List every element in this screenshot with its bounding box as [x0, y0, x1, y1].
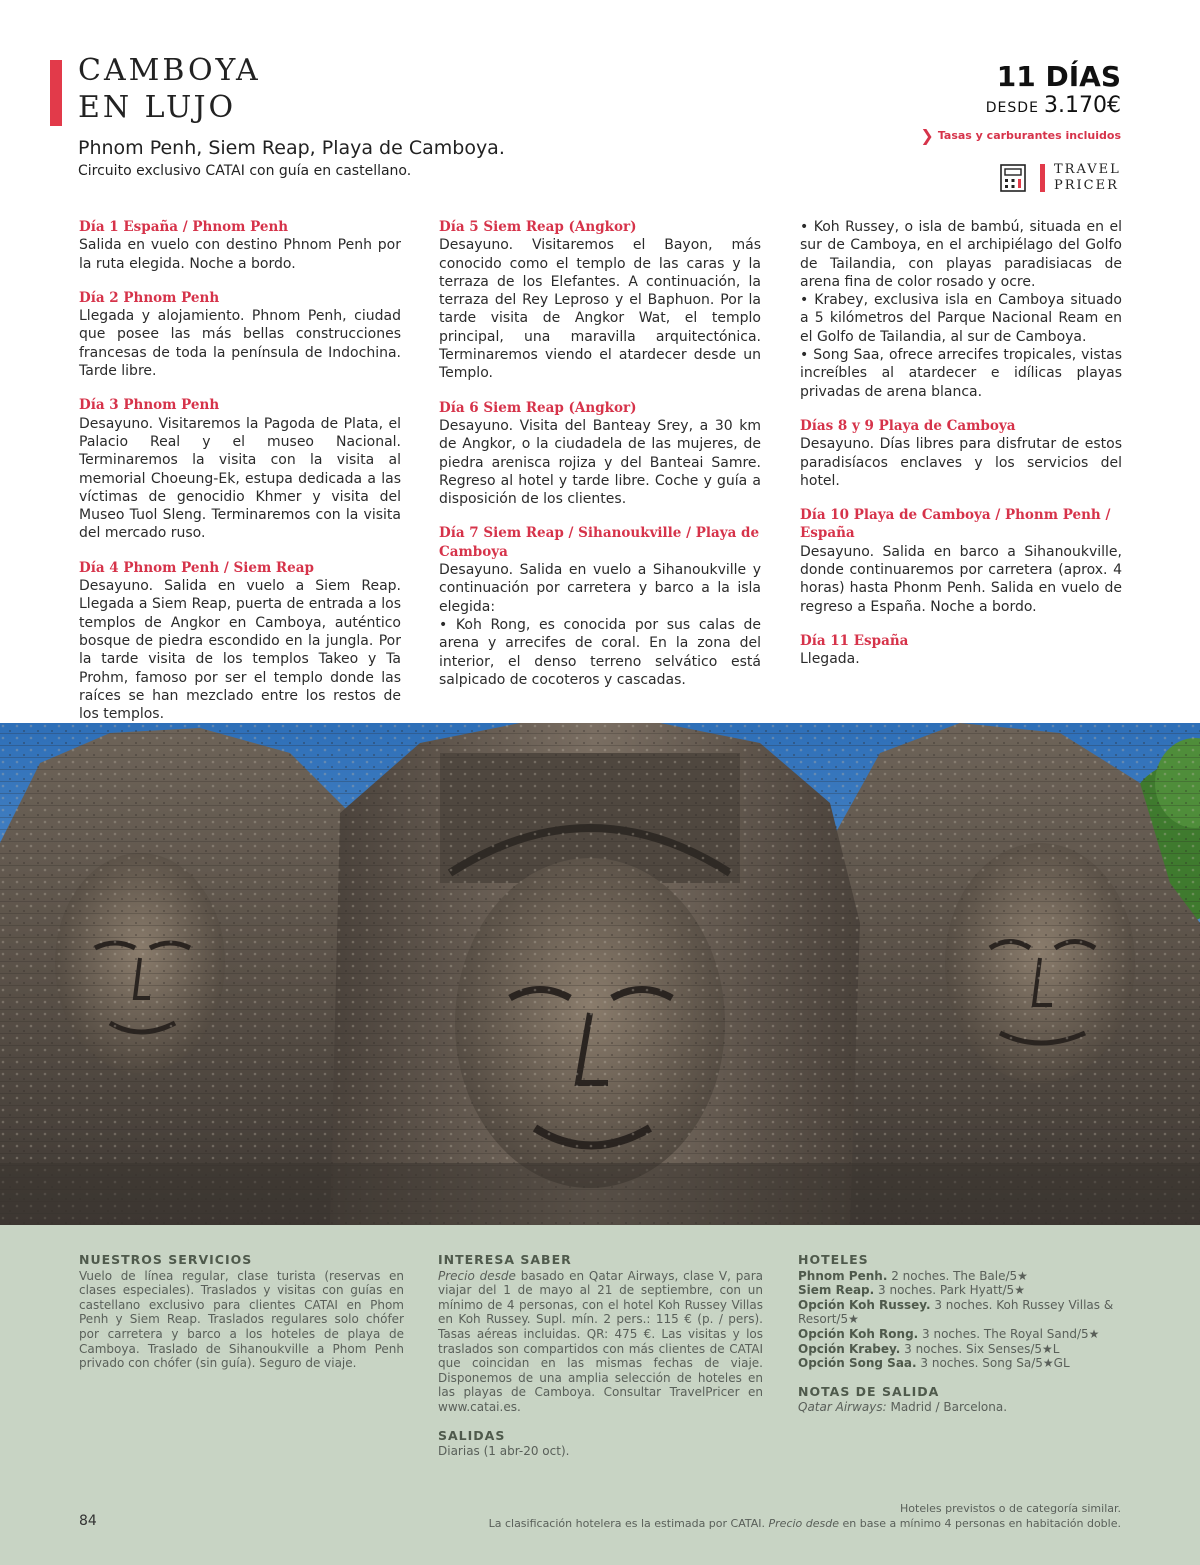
day-title: Día 5 Siem Reap (Angkor): [439, 219, 637, 235]
hotel-detail: 3 noches. Koh Russey Villas & Resort/5★: [798, 1297, 1114, 1327]
itinerary-column-2: [439, 218, 761, 705]
title-line-1: CAMBOYA: [78, 53, 261, 88]
itinerary-day: [439, 218, 761, 383]
itinerary-column-1: [79, 218, 401, 739]
itinerary-day: [79, 559, 401, 724]
travelpricer-accent-bar: [1040, 164, 1045, 192]
title-line-2: EN LUJO: [78, 90, 237, 125]
hotel-item: [798, 1327, 1123, 1342]
departures-heading: SALIDAS: [438, 1427, 506, 1443]
hotel-detail: 2 noches. The Bale/5★: [887, 1268, 1028, 1283]
footnote: [489, 1501, 1121, 1531]
services-column: [79, 1253, 404, 1371]
departure-notes-block: [798, 1385, 1123, 1415]
day-title: Día 7 Siem Reap / Sihanoukville / Playa de Camboya: [439, 525, 760, 560]
footnote-line-1: Hoteles previstos o de categoría similar.: [900, 1502, 1121, 1515]
day-text: Desayuno. Salida en barco a Sihanoukville, donde continuaremos por carretera (aprox. 4 horas) hasta Phonm Penh. Salida en vuelo de regreso a España. Noche a bordo.: [800, 543, 1122, 615]
title-accent-bar: [50, 60, 62, 126]
island-option: • Krabey, exclusiva isla en Camboya situado a 5 kilómetros del Parque Nacional Ream en el Golfo de Tailandia, al sur de Camboya.: [800, 292, 1122, 345]
travelpricer-logo: [1054, 162, 1121, 194]
day-title: Día 4 Phnom Penh / Siem Reap: [79, 559, 314, 576]
services-text: Vuelo de línea regular, clase turista (reservas en clases especiales). Traslados y visitas con guías en castellano exclusivo para clientes CATAI en Phom Penh y Siem Reap. Traslados regulares solo chófer por carretera y barco a los hoteles de playa de Camboya. Traslado de Sihanoukville a Phom Penh privado con chófer (sin guía). Seguro de viaje.: [79, 1268, 404, 1371]
good-to-know-body: basado en Qatar Airways, clase V, para viajar del 1 de mayo al 21 de septiembre, con un mínimo de 4 personas, con el hotel Koh Russey Villas en Koh Russey. Supl. mín. 2 pers.: 115 € (p. / pers). Tasas aéreas incluidas. QR: 475 €. Las visitas y los traslados son compartidos con más clientes de CATAI que coincidan en las mismas fechas de viaje. Disponemos de una amplia selección de hoteles en las playas de Camboya. Consultar TravelPricer en www.catai.es.: [438, 1268, 763, 1414]
day-text: Desayuno. Visitaremos la Pagoda de Plata, el Palacio Real y el museo Nacional. Terminaremos la visita con la visita al memorial Choeung-Ek, estupa dedicada a las víctimas de genocidio Khmer y visita del Museo Tuol Sleng. Terminaremos con la visita del mercado ruso.: [79, 415, 401, 542]
hotel-item: [798, 1356, 1123, 1371]
day-text: Desayuno. Salida en vuelo a Siem Reap. Llegada a Siem Reap, puerta de entrada a los templos de Angkor en Camboya, auténtico bosque de piedra escondido en la jungla. Por la tarde visita de los templos Takeo y Ta Prohm, famoso por ser el templo donde las raíces se han mezclado entre los restos de los templos.: [79, 578, 401, 723]
hotel-location: Opción Koh Russey.: [798, 1297, 931, 1312]
hotel-item: [798, 1283, 1123, 1298]
day-text: Llegada.: [800, 651, 860, 668]
price-label: DESDE: [985, 100, 1039, 116]
day-text: Desayuno. Visita del Banteay Srey, a 30 km de Angkor, o la ciudadela de las mujeres, de piedra arenisca rojiza y del Banteai Samre. Regreso al hotel y tarde libre. Coche y guía a disposición de los clientes.: [439, 417, 761, 508]
departure-notes-heading: NOTAS DE SALIDA: [798, 1383, 940, 1399]
day-text: Desayuno. Salida en vuelo a Sihanoukville y continuación por carretera y barco a la isla elegida:: [439, 562, 761, 615]
hotel-location: Siem Reap.: [798, 1283, 875, 1298]
hotels-heading: HOTELES: [798, 1252, 869, 1267]
hotel-location: Opción Koh Rong.: [798, 1326, 919, 1341]
page-number: 84: [79, 1513, 97, 1529]
island-option: • Song Saa, ofrece arrecifes tropicales, vistas increíbles al atardecer e idílicas playas privadas de arena blanca.: [800, 347, 1122, 400]
itinerary-day: [79, 396, 401, 542]
itinerary-column-3: [800, 218, 1122, 685]
day-title: Día 11 España: [800, 632, 909, 649]
circuit-note: Circuito exclusivo CATAI con guía en castellano.: [78, 163, 412, 179]
trip-duration: 11 DÍAS: [996, 60, 1121, 93]
hotel-item: [798, 1298, 1123, 1327]
good-to-know-text: [438, 1269, 763, 1415]
bayon-temple-photo: [0, 723, 1200, 1225]
departure-notes-text: [798, 1400, 1123, 1415]
good-to-know-block: [438, 1253, 763, 1415]
services-heading: NUESTROS SERVICIOS: [79, 1252, 253, 1267]
info-panel: [0, 1225, 1200, 1565]
day-title: Día 1 España / Phnom Penh: [79, 219, 289, 235]
hotel-location: Opción Krabey.: [798, 1341, 901, 1356]
footnote-line-2a: La clasificación hotelera es la estimada por CATAI.: [488, 1517, 769, 1530]
hotel-location: Opción Song Saa.: [798, 1356, 917, 1371]
itinerary-day: [439, 524, 761, 689]
chevron-right-icon: ❯: [920, 126, 934, 145]
itinerary-day: [79, 289, 401, 380]
itinerary-day: [800, 632, 1122, 669]
price-from: [986, 93, 1121, 118]
day-title: Días 8 y 9 Playa de Camboya: [800, 417, 1016, 434]
departure-cities: Madrid / Barcelona.: [886, 1400, 1008, 1415]
hotel-detail: 3 noches. Song Sa/5★GL: [916, 1356, 1070, 1371]
price-from-em: Precio desde: [438, 1268, 516, 1283]
footnote-line-2: [489, 1516, 1121, 1531]
day-text: Llegada y alojamiento. Phnom Penh, ciudad que posee las más bellas construcciones francesas de toda la península de Indochina. Tarde libre.: [79, 308, 401, 380]
hotel-detail: 3 noches. The Royal Sand/5★: [918, 1326, 1100, 1341]
footnote-line-2b: en base a mínimo 4 personas en habitación doble.: [839, 1517, 1121, 1530]
taxes-note-text: Tasas y carburantes incluidos: [937, 129, 1121, 142]
itinerary-day: [800, 506, 1122, 616]
hotel-item: [798, 1269, 1123, 1284]
price-value: 3.170€: [1044, 93, 1121, 118]
hotels-block: [798, 1253, 1123, 1371]
taxes-note: [920, 126, 1121, 145]
island-options: [800, 218, 1122, 401]
hotel-item: [798, 1342, 1123, 1357]
hotel-detail: 3 noches. Six Senses/5★L: [900, 1341, 1060, 1356]
footnote-em: Precio desde: [768, 1517, 840, 1530]
good-to-know-column: [438, 1253, 763, 1473]
good-to-know-heading: INTERESA SABER: [438, 1252, 572, 1267]
airline-em: Qatar Airways:: [798, 1400, 887, 1415]
island-option: • Koh Rong, es conocida por sus calas de arena y arrecifes de coral. En la zona del interior, el denso terreno selvático está salpicado de cocoteros y cascadas.: [439, 616, 761, 688]
day-title: Día 10 Playa de Camboya / Phonm Penh / España: [800, 507, 1111, 542]
hotel-location: Phnom Penh.: [798, 1268, 888, 1283]
page-title: [78, 52, 261, 126]
route-subtitle: Phnom Penh, Siem Reap, Playa de Camboya.: [78, 137, 505, 159]
day-text: Desayuno. Días libres para disfrutar de estos paradisíacos enclaves y los servicios del hotel.: [800, 436, 1122, 489]
itinerary-day: [800, 417, 1122, 490]
day-text: Salida en vuelo con destino Phnom Penh por la ruta elegida. Noche a bordo.: [79, 237, 401, 272]
itinerary-day: [79, 218, 401, 273]
hotel-detail: 3 noches. Park Hyatt/5★: [874, 1283, 1025, 1298]
day-title: Día 2 Phnom Penh: [79, 289, 220, 306]
itinerary-day: [439, 399, 761, 509]
day-text: Desayuno. Visitaremos el Bayon, más conocido como el templo de las caras y la terraza de los Elefantes. A continuación, la terraza del Rey Leproso y el Baphuon. Por la tarde visita de Angkor Wat, el templo principal, una maravilla arquitectónica. Terminaremos viendo el atardecer desde un Templo.: [439, 237, 761, 382]
day-title: Día 3 Phnom Penh: [79, 397, 220, 414]
hotels-column: [798, 1253, 1123, 1429]
day-title: Día 6 Siem Reap (Angkor): [439, 399, 637, 416]
departures-block: [438, 1429, 763, 1459]
departures-text: Diarias (1 abr-20 oct).: [438, 1444, 570, 1459]
brand-line-1: TRAVEL: [1054, 162, 1121, 177]
calculator-icon: [1000, 164, 1026, 192]
island-option: • Koh Russey, o isla de bambú, situada en el sur de Camboya, en el archipiélago del Golfo de Tailandia, con playas paradisiacas de arena fina de color rosado y ocre.: [800, 219, 1122, 290]
brand-line-2: PRICER: [1054, 178, 1119, 193]
